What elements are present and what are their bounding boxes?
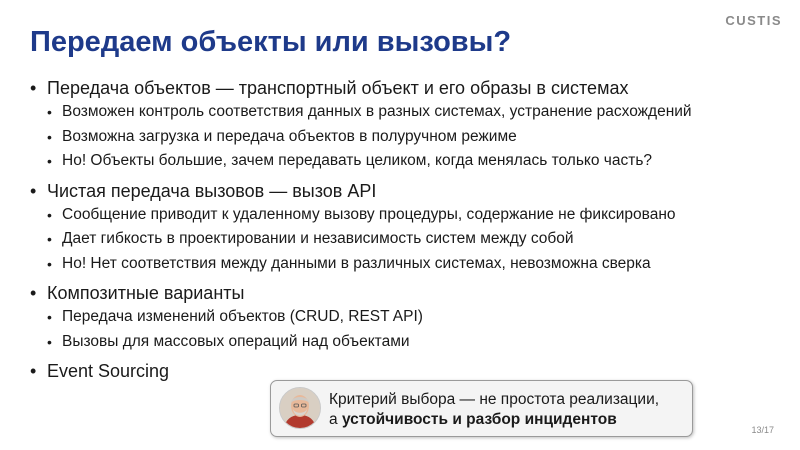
bullet-list — [30, 76, 770, 388]
company-logo: CUSTIS — [725, 13, 782, 28]
sub-bullet: • Передача изменений объектов (CRUD, REST API) — [30, 305, 770, 330]
callout-line-2 — [329, 410, 659, 430]
sub-bullet: • Возможна загрузка и передача объектов в полуручном режиме — [30, 125, 770, 150]
section-composite — [30, 281, 770, 354]
sub-bullet: • Возможен контроль соответствия данных в разных системах, устранение расхождений — [30, 100, 770, 125]
bullet-heading: • Event Sourcing — [30, 359, 770, 383]
section-objects — [30, 76, 770, 174]
bullet-heading: • Композитные варианты — [30, 281, 770, 305]
callout-box — [270, 380, 693, 437]
callout-line-1: Критерий выбора — не простота реализации, — [329, 391, 660, 408]
sub-bullet: • Сообщение приводит к удаленному вызову процедуры, содержание не фиксировано — [30, 203, 770, 228]
section-calls — [30, 179, 770, 277]
sub-bullet: • Но! Объекты большие, зачем передавать целиком, когда менялась только часть? — [30, 149, 770, 174]
slide-title: Передаем объекты или вызовы? — [30, 26, 512, 58]
sub-bullet: • Дает гибкость в проектировании и независимость систем между собой — [30, 227, 770, 252]
callout-emphasis: устойчивость и разбор инцидентов — [341, 411, 617, 428]
page-number: 13/17 — [751, 425, 774, 435]
bullet-heading: • Передача объектов — транспортный объект и его образы в системах — [30, 76, 770, 100]
sub-bullet: • Но! Нет соответствия между данными в различных системах, невозможна сверка — [30, 252, 770, 277]
callout-line-2-prefix: а — [329, 411, 342, 428]
bullet-heading: • Чистая передача вызовов — вызов API — [30, 179, 770, 203]
person-avatar-icon — [279, 387, 321, 429]
sub-bullet: • Вызовы для массовых операций над объектами — [30, 330, 770, 355]
callout-text — [329, 390, 659, 430]
